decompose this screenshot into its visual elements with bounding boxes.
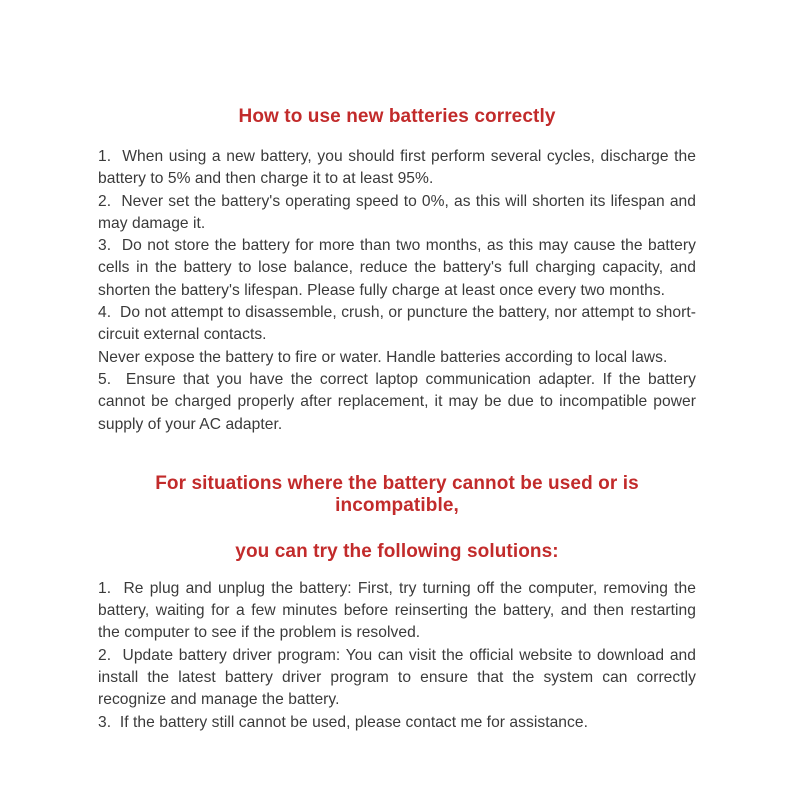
instruction-paragraph: 1. When using a new battery, you should first perform several cycles, discharge the battery to 5% and then charge it to at least 95%. — [98, 148, 696, 188]
section2-title-line1: For situations where the battery cannot be used or is incompatible, — [155, 472, 639, 516]
solution-paragraph: 1. Re plug and unplug the battery: First, try turning off the computer, removing the battery, waiting for a few minutes before reinserting the battery, and then restarting the computer to see if the problem is resolved. — [98, 579, 696, 642]
instruction-paragraph: 3. Do not store the battery for more than two months, as this may cause the battery cells in the battery to lose balance, reduce the battery's full charging capacity, and shorten the battery's lifespan. Please fully charge at least once every two months. — [98, 237, 696, 299]
instruction-paragraph: 5. Ensure that you have the correct laptop communication adapter. If the battery cannot be charged properly after replacement, it may be due to incompatible power supply of your AC adapter. — [98, 370, 696, 433]
section1-title: How to use new batteries correctly — [238, 106, 556, 127]
solution-paragraph: 3. If the battery still cannot be used, please contact me for assistance. — [98, 713, 588, 731]
instruction-paragraph: 2. Never set the battery's operating speed to 0%, as this will shorten its lifespan and may damage it. — [98, 192, 696, 232]
section2-body — [98, 578, 696, 734]
solution-paragraph: 2. Update battery driver program: You can visit the official website to download and install the latest battery driver program to ensure that the system can correctly recognize and manage the battery. — [98, 646, 696, 709]
instruction-paragraph: 4. Do not attempt to disassemble, crush, or puncture the battery, nor attempt to short-circuit external contacts. — [98, 304, 696, 344]
section1-body — [98, 146, 696, 436]
instruction-paragraph: Never expose the battery to fire or water. Handle batteries according to local laws. — [98, 348, 668, 366]
section2-title-line2: you can try the following solutions: — [235, 540, 559, 562]
